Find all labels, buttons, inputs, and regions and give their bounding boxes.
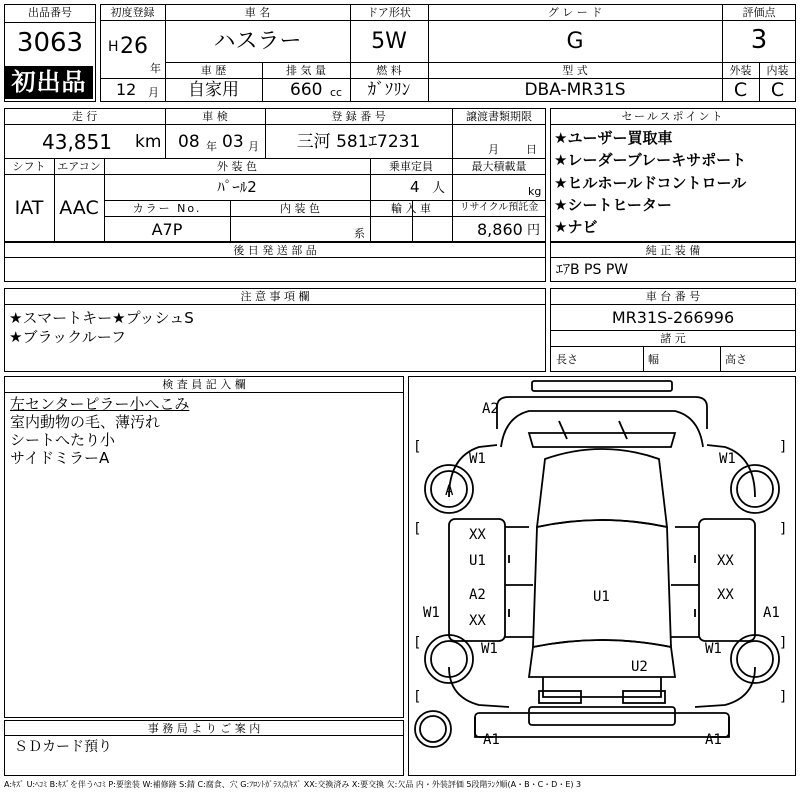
shift-label: シフト xyxy=(12,160,46,173)
damage-mark: W1 xyxy=(719,451,736,467)
damage-diagram xyxy=(408,376,796,776)
dims-label: 諸 元 xyxy=(660,332,686,345)
damage-mark: A1 xyxy=(763,605,780,621)
lot-label: 出品番号 xyxy=(28,6,72,19)
displacement-label: 排 気 量 xyxy=(286,64,326,77)
caution-label: 注 意 事 項 欄 xyxy=(240,290,310,303)
damage-mark: A2 xyxy=(469,587,486,603)
transfer-day: 日 xyxy=(526,143,537,156)
equipment-label: 純 正 装 備 xyxy=(645,244,701,257)
caution-item: ★スマートキー★プッシュS xyxy=(9,309,194,327)
int-color-label: 内 装 色 xyxy=(280,202,320,215)
reg-number-label: 登 録 番 号 xyxy=(331,110,386,123)
dims-width: 幅 xyxy=(648,353,659,366)
caution-item: ★ブラックルーフ xyxy=(9,328,126,346)
ac: AAC xyxy=(59,197,99,219)
mileage: 43,851 xyxy=(42,130,112,154)
inspector-note: 室内動物の毛、薄汚れ xyxy=(10,413,161,431)
sales-point-item: ★レーダーブレーキサポート xyxy=(554,151,747,169)
recycle-unit: 円 xyxy=(527,223,541,238)
bracket-mark: ] xyxy=(779,635,788,651)
door-label: ドア形状 xyxy=(367,6,411,19)
damage-mark: A2 xyxy=(482,401,499,417)
load-label: 最大積載量 xyxy=(471,160,527,173)
interior-grade: C xyxy=(770,79,785,101)
grade: G xyxy=(566,29,584,54)
color-no-label: カラー No. xyxy=(132,202,202,215)
history-label: 車 歴 xyxy=(200,64,227,77)
car-name: ハスラー xyxy=(213,29,302,54)
reg-number: 三河 581ｴ7231 xyxy=(296,132,421,152)
score: 3 xyxy=(750,25,768,55)
load-unit: kg xyxy=(528,185,542,198)
recycle-fee: 8,860 xyxy=(477,220,523,239)
damage-mark: W1 xyxy=(469,451,486,467)
model-code: DBA-MR31S xyxy=(524,80,626,100)
bracket-mark: [ xyxy=(413,521,422,537)
sales-point-item: ★ナビ xyxy=(554,218,598,236)
chassis-number: MR31S-266996 xyxy=(611,308,735,327)
ac-label: エアコン xyxy=(57,160,101,173)
bracket-mark: [ xyxy=(413,635,422,651)
bracket-mark: [ xyxy=(413,689,422,705)
sales-points-label: セールスポイント xyxy=(621,110,725,123)
inspection-month: 03 xyxy=(222,132,244,152)
year-unit: 年 xyxy=(150,62,161,75)
damage-mark: W1 xyxy=(705,641,722,657)
era-letter: H xyxy=(108,39,119,55)
mileage-unit: km xyxy=(135,132,162,152)
grade-label: グ レ ー ド xyxy=(547,6,603,19)
inspector-label: 検 査 員 記 入 欄 xyxy=(162,378,246,391)
damage-mark: A xyxy=(445,483,454,499)
car-outline xyxy=(409,377,795,775)
fuel-label: 燃 料 xyxy=(376,64,402,77)
damage-mark: U1 xyxy=(593,589,610,605)
int-color-unit: 系 xyxy=(354,227,365,240)
damage-mark: XX xyxy=(717,553,734,569)
door-type: 5W xyxy=(371,29,407,54)
displacement: 660 xyxy=(290,80,323,100)
later-parts-label: 後 日 発 送 部 品 xyxy=(233,244,317,257)
bracket-mark: ] xyxy=(779,521,788,537)
transfer-label: 譲渡書類期限 xyxy=(466,110,532,123)
inspection-label: 車 検 xyxy=(202,110,228,123)
first-listing-badge: 初出品 xyxy=(5,66,93,99)
sales-point-item: ★ヒルホールドコントロール xyxy=(554,174,747,192)
inspector-note: サイドミラーA xyxy=(10,449,110,467)
displacement-unit: cc xyxy=(330,86,343,99)
month-unit: 月 xyxy=(148,86,159,99)
chassis-label: 車 台 番 号 xyxy=(645,290,701,303)
exterior-grade: C xyxy=(733,79,748,101)
office-note: ＳＤカード預り xyxy=(14,739,112,755)
bracket-mark: ] xyxy=(779,689,788,705)
inspector-note: 左センターピラー小へこみ xyxy=(10,395,190,413)
damage-mark: W1 xyxy=(481,641,498,657)
lot-number: 3063 xyxy=(16,28,84,58)
ext-color: ﾊﾟｰﾙ2 xyxy=(217,178,257,196)
inspection-month-unit: 月 xyxy=(248,140,259,153)
sales-point-item: ★シートヒーター xyxy=(554,196,672,214)
damage-mark: XX xyxy=(469,613,486,629)
recycle-label: リサイクル預託金 xyxy=(459,202,539,213)
exterior-label: 外装 xyxy=(729,64,752,77)
dims-length: 長さ xyxy=(556,353,578,366)
color-no: A7P xyxy=(151,220,183,239)
reg-year: 26 xyxy=(120,34,148,59)
capacity-label: 乗車定員 xyxy=(389,160,433,173)
car-name-label: 車 名 xyxy=(244,6,271,19)
equipment: ｴｱB PS PW xyxy=(556,262,629,278)
damage-mark: W1 xyxy=(423,605,440,621)
transfer-month: 月 xyxy=(488,143,499,156)
sales-point-item: ★ユーザー買取車 xyxy=(554,129,673,147)
dims-height: 高さ xyxy=(725,353,747,366)
fuel: ｶﾞｿﾘﾝ xyxy=(367,80,411,100)
score-label: 評価点 xyxy=(742,6,776,19)
inspection-year: 08 xyxy=(178,132,200,152)
damage-mark: A1 xyxy=(483,732,500,748)
reg-month: 12 xyxy=(116,80,137,99)
inspection-year-unit: 年 xyxy=(206,140,217,153)
ext-color-label: 外 装 色 xyxy=(217,160,257,173)
interior-label: 内装 xyxy=(766,64,789,77)
detail-grid xyxy=(4,108,546,242)
mileage-label: 走 行 xyxy=(71,110,98,123)
capacity-unit: 人 xyxy=(432,181,446,196)
damage-mark: A1 xyxy=(705,732,722,748)
import-label: 輸 入 車 xyxy=(391,202,431,215)
capacity: 4 xyxy=(410,178,420,196)
damage-mark: XX xyxy=(717,587,734,603)
shift: IAT xyxy=(14,197,44,219)
history: 自家用 xyxy=(188,80,239,100)
damage-mark: U1 xyxy=(469,553,486,569)
damage-mark: XX xyxy=(469,527,486,543)
first-reg-label: 初度登録 xyxy=(110,6,155,19)
bracket-mark: [ xyxy=(413,439,422,455)
model-label: 型 式 xyxy=(562,64,588,77)
bracket-mark: ] xyxy=(779,439,788,455)
inspector-note: シートへたり小 xyxy=(10,431,116,449)
damage-mark: U2 xyxy=(631,659,648,675)
legend-text: A:ｷｽﾞ U:ﾍｺﾐ B:ｷｽﾞを伴うﾍｺﾐ P:要塗装 W:補修跡 S:錆 C:腐食、穴 G:ﾌﾛﾝﾄｶﾞﾗｽ点ｷｽﾞ XX:交換済み X:要交換 欠:欠品 内・外装評価 5段階ﾗﾝｸ順(A・B・C・D・E) 3 xyxy=(4,780,582,789)
office-label: 事 務 局 よ り ご 案 内 xyxy=(147,722,261,735)
